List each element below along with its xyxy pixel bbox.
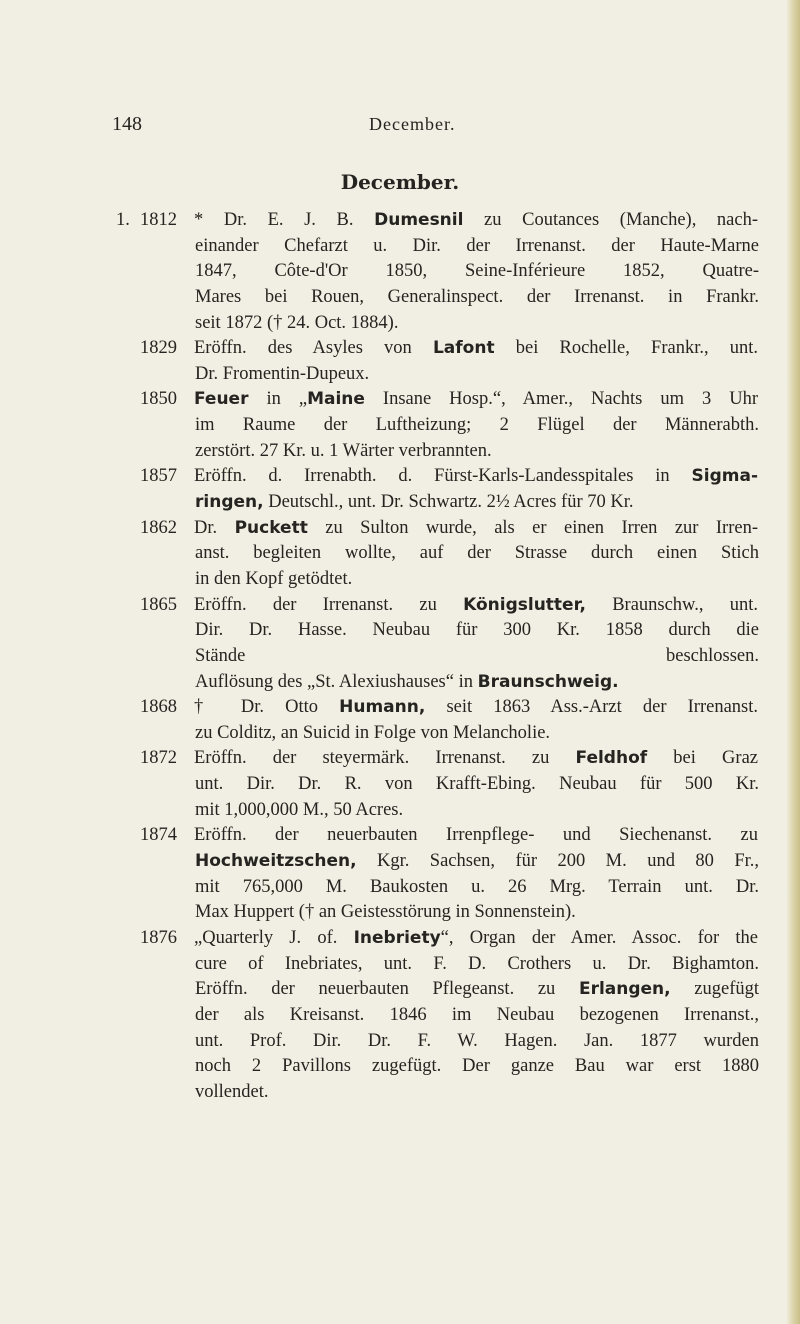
text-run: seit 1863 Ass.-Arzt der Irrenanst. — [425, 697, 759, 718]
text-run: 1847, Côte-d'Or 1850, Seine-Inférieure 1852, Quatre- — [195, 261, 759, 282]
bold-place-name: ringen, — [195, 492, 264, 513]
entry-line — [0, 1003, 800, 1029]
entry-line — [0, 541, 800, 567]
entry-line — [0, 387, 800, 413]
page-header — [112, 113, 672, 143]
text-run: Auflösung des „St. Alexiushauses“ in — [195, 671, 478, 692]
chronicle-entries — [0, 208, 800, 1105]
entry-1868 — [0, 695, 800, 746]
text-run: Eröffn. der neuerbauten Pflegeanst. zu — [195, 979, 579, 1000]
text-run: bei Rochelle, Frankr., unt. — [494, 338, 759, 359]
entry-1857 — [0, 464, 800, 515]
entry-line — [0, 823, 800, 849]
entry-line — [0, 875, 800, 901]
entry-text — [195, 952, 759, 978]
entry-line — [0, 234, 800, 260]
entry-text — [195, 721, 550, 747]
entry-line — [0, 772, 800, 798]
entry-line — [0, 644, 800, 670]
entry-text — [195, 490, 634, 516]
bold-place-name: Hochweitzschen, — [195, 851, 357, 872]
entry-line — [0, 413, 800, 439]
entry-year: 1876 — [140, 927, 177, 948]
text-run: “, Organ der Amer. Assoc. for the — [440, 927, 758, 948]
bold-place-name: Feuer — [194, 389, 249, 410]
text-run: Eröffn. d. Irrenabth. d. Fürst-Karls-Landesspitales in — [194, 466, 692, 487]
bold-place-name: Humann, — [339, 697, 426, 718]
entry-line — [0, 798, 800, 824]
entry-1862 — [0, 516, 800, 593]
entry-text — [194, 695, 758, 721]
entry-text — [194, 516, 758, 542]
entry-line — [0, 721, 800, 747]
text-run: * Dr. E. J. B. — [194, 210, 375, 230]
text-run: Deutschl., unt. Dr. Schwartz. 2½ Acres für 70 Kr. — [263, 492, 634, 513]
entry-text — [195, 234, 759, 260]
entry-text — [194, 823, 758, 849]
entry-text — [195, 362, 369, 388]
text-run: zugefügt — [670, 979, 759, 1000]
entry-text — [195, 772, 759, 798]
entry-1812 — [0, 208, 800, 336]
entry-1829 — [0, 336, 800, 387]
text-run: im Raume der Luftheizung; 2 Flügel der Männerabth. — [195, 415, 759, 436]
entry-year: 1812 — [140, 210, 177, 230]
text-run: Stände beschlossen. — [195, 645, 759, 666]
text-run: zu Sulton wurde, als er einen Irren zur Irren- — [307, 517, 759, 538]
entry-line — [0, 259, 800, 285]
bold-place-name: Maine — [307, 389, 365, 410]
text-run: anst. begleiten wollte, auf der Strasse durch einen Stich — [195, 543, 759, 564]
text-run: noch 2 Pavillons zugefügt. Der ganze Bau war erst 1880 — [195, 1056, 759, 1077]
entry-text — [195, 311, 398, 337]
entry-line — [0, 567, 800, 593]
text-run: Dr. Fromentin-Dupeux. — [195, 363, 370, 384]
entry-text — [194, 208, 758, 234]
text-run: Dr. — [194, 517, 235, 538]
entry-text — [195, 670, 619, 696]
entry-text — [195, 644, 759, 670]
entry-year: 1868 — [140, 697, 177, 718]
text-run: unt. Prof. Dir. Dr. F. W. Hagen. Jan. 1877 wurden — [195, 1030, 759, 1051]
entry-text — [195, 1054, 759, 1080]
entry-1876 — [0, 926, 800, 1105]
page-number: 148 — [112, 113, 142, 135]
entry-text — [195, 567, 352, 593]
bold-place-name: Puckett — [234, 517, 308, 538]
entry-text — [195, 541, 759, 567]
entry-line — [0, 849, 800, 875]
text-run: unt. Dir. Dr. R. von Krafft-Ebing. Neubau für 500 Kr. — [195, 774, 759, 795]
text-run: in den Kopf getödtet. — [195, 568, 353, 589]
text-run: Insane Hosp.“, Amer., Nachts um 3 Uhr — [364, 389, 758, 410]
entry-text — [195, 1080, 268, 1106]
text-run: Eröffn. der steyermärk. Irrenanst. zu — [194, 748, 576, 769]
bold-place-name: Feldhof — [575, 748, 648, 769]
bold-place-name: Dumesnil — [374, 210, 464, 230]
entry-line — [0, 311, 800, 337]
entry-text — [195, 1003, 759, 1029]
entry-text — [195, 900, 576, 926]
entry-line — [0, 593, 800, 619]
entry-line — [0, 977, 800, 1003]
text-run: zu Coutances (Manche), nach- — [463, 210, 758, 230]
entry-text — [195, 849, 759, 875]
entry-line — [0, 695, 800, 721]
text-run: zu Colditz, an Suicid in Folge von Melancholie. — [195, 722, 551, 743]
entry-text — [194, 593, 758, 619]
entry-line — [0, 490, 800, 516]
entry-year: 1872 — [140, 748, 177, 769]
text-run: Eröffn. der neuerbauten Irrenpflege- und Siechenanst. zu — [194, 825, 758, 846]
text-run: Eröffn. des Asyles von — [194, 338, 433, 359]
entry-1850 — [0, 387, 800, 464]
entry-text — [195, 618, 759, 644]
text-run: Eröffn. der Irrenanst. zu — [194, 594, 464, 615]
entry-day: 1. — [116, 210, 130, 230]
bold-place-name: Sigma- — [691, 466, 758, 487]
entry-year: 1857 — [140, 466, 177, 487]
text-run: mit 1,000,000 M., 50 Acres. — [195, 799, 404, 820]
bold-place-name: Inebriety — [353, 927, 441, 948]
entry-line — [0, 926, 800, 952]
entry-year: 1862 — [140, 517, 177, 538]
entry-line — [0, 1054, 800, 1080]
entry-line — [0, 1080, 800, 1106]
running-head: December. — [369, 114, 456, 134]
entry-1872 — [0, 746, 800, 823]
entry-text — [195, 285, 759, 311]
entry-1865 — [0, 593, 800, 696]
text-run: cure of Inebriates, unt. F. D. Crothers u. Dr. Bighamton. — [195, 953, 759, 974]
text-run: Mares bei Rouen, Generalinspect. der Irrenanst. in Frankr. — [195, 286, 759, 307]
text-run: einander Chefarzt u. Dir. der Irrenanst. der Haute-Marne — [195, 235, 759, 256]
entry-year: 1865 — [140, 594, 177, 615]
entry-line — [0, 618, 800, 644]
entry-text — [194, 387, 758, 413]
entry-line — [0, 516, 800, 542]
text-run: in „ — [248, 389, 308, 410]
entry-text — [194, 464, 758, 490]
bold-place-name: Braunschweig. — [477, 671, 619, 692]
entry-line — [0, 439, 800, 465]
entry-line — [0, 336, 800, 362]
entry-text — [195, 439, 492, 465]
entry-text — [195, 875, 759, 901]
text-run: † Dr. Otto — [194, 697, 340, 718]
entry-text — [195, 259, 759, 285]
text-run: vollendet. — [195, 1081, 269, 1102]
entry-text — [194, 336, 758, 362]
entry-line — [0, 900, 800, 926]
entry-text — [195, 1029, 759, 1055]
text-run: zerstört. 27 Kr. u. 1 Wärter verbrannten. — [195, 440, 492, 461]
entry-text — [195, 977, 759, 1003]
entry-line — [0, 670, 800, 696]
text-run: Kgr. Sachsen, für 200 M. und 80 Fr., — [356, 851, 759, 872]
entry-year: 1829 — [140, 338, 177, 359]
text-run: Dir. Dr. Hasse. Neubau für 300 Kr. 1858 durch die — [195, 620, 759, 641]
entry-1874 — [0, 823, 800, 926]
entry-line — [0, 285, 800, 311]
entry-text — [195, 413, 759, 439]
entry-line — [0, 208, 800, 234]
text-run: Braunschw., unt. — [585, 594, 758, 615]
entry-text — [195, 798, 403, 824]
entry-text — [194, 926, 758, 952]
entry-line — [0, 362, 800, 388]
bold-place-name: Lafont — [432, 338, 495, 359]
section-title: December. — [340, 170, 460, 194]
entry-text — [194, 746, 758, 772]
text-run: seit 1872 († 24. Oct. 1884). — [195, 312, 399, 333]
entry-line — [0, 1029, 800, 1055]
entry-line — [0, 464, 800, 490]
bold-place-name: Königslutter, — [463, 594, 586, 615]
entry-year: 1850 — [140, 389, 177, 410]
bold-place-name: Erlangen, — [578, 979, 671, 1000]
text-run: der als Kreisanst. 1846 im Neubau bezogenen Irrenanst., — [195, 1004, 759, 1025]
text-run: Max Huppert († an Geistesstörung in Sonnenstein). — [195, 902, 576, 923]
text-run: „Quarterly J. of. — [194, 927, 354, 948]
entry-year: 1874 — [140, 825, 177, 846]
entry-line — [0, 746, 800, 772]
entry-line — [0, 952, 800, 978]
text-run: bei Graz — [647, 748, 758, 769]
text-run: mit 765,000 M. Baukosten u. 26 Mrg. Terrain unt. Dr. — [195, 876, 759, 897]
